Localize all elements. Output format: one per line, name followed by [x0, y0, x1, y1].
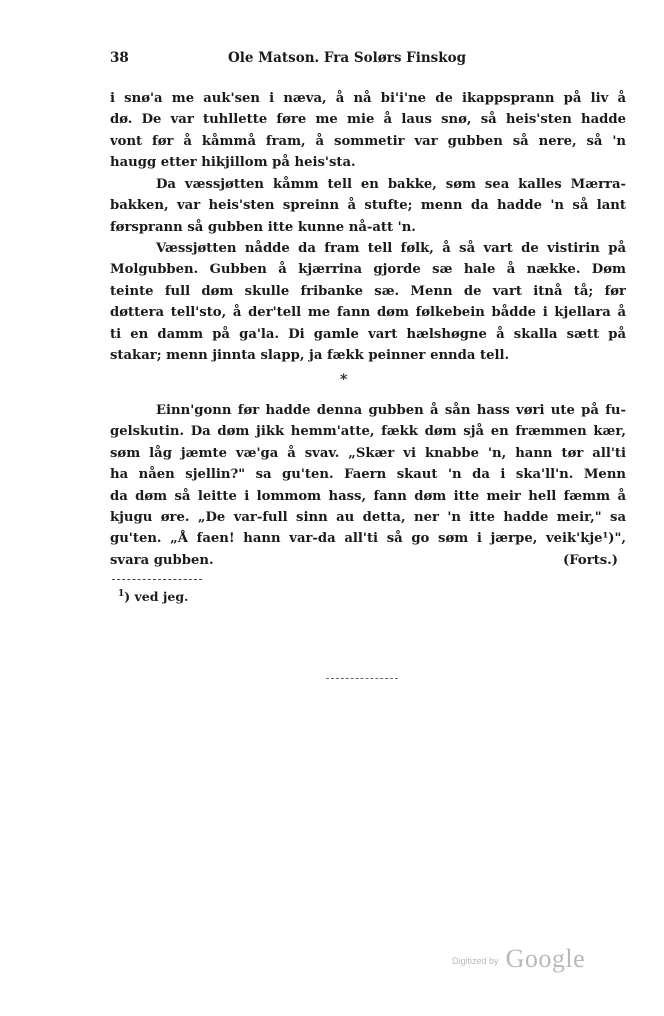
- footnote-text: ) ved jeg.: [124, 589, 189, 605]
- google-logo: Google: [505, 944, 586, 973]
- continued-mark: (Forts.): [563, 552, 618, 568]
- text-line: i snø'a me auk'sen i næva, å nå bi'i'ne de ikappsprann på liv å: [110, 91, 626, 106]
- text-line: teinte full døm skulle fribanke sæ. Menn de vart itnå tå; før: [110, 283, 626, 299]
- footnote-divider: [112, 579, 202, 580]
- paragraph-2: [110, 174, 626, 238]
- text-line: gu'ten. „Å faen! hann var-da all'ti så go søm i jærpe, veik'kje¹)",: [110, 531, 626, 547]
- digitized-watermark: [452, 944, 585, 974]
- page-header: [110, 50, 624, 70]
- paragraph-1: [110, 88, 626, 174]
- footnote-marker: 1: [118, 589, 125, 599]
- running-title: Ole Matson. Fra Solørs Finskog: [228, 50, 467, 66]
- text-line-final: [110, 550, 626, 571]
- text-line: bakken, var heis'sten spreinn å stufte; menn da hadde 'n så lant: [110, 198, 626, 214]
- text-line: Da væssjøtten kåmm tell en bakke, søm sea kalles Mærra-: [156, 177, 626, 192]
- text-line: svara gubben.: [110, 552, 214, 568]
- text-line: Væssjøtten nådde da fram tell følk, å så vart de vistirin på: [156, 241, 626, 256]
- end-divider: [326, 678, 398, 679]
- text-line: Molgubben. Gubben å kjærrina gjorde sæ hale å nække. Døm: [110, 262, 626, 278]
- text-line: stakar; menn jinnta slapp, ja fækk peinner ennda tell.: [110, 348, 510, 364]
- paragraph-3: [110, 238, 626, 366]
- section-separator: *: [340, 372, 348, 388]
- page-number: 38: [110, 50, 129, 66]
- text-line: Einn'gonn før hadde denna gubben å sån hass vøri ute på fu-: [156, 403, 626, 418]
- text-line: døttera tell'sto, å der'tell me fann døm følkebein bådde i kjellara å: [110, 305, 626, 321]
- watermark-prefix: Digitized by: [452, 956, 499, 966]
- text-line: ti en damm på ga'la. Di gamle vart hælshøgne å skalla sætt på: [110, 326, 626, 342]
- text-line: da døm så leitte i lommom hass, fann døm itte meir hell fæmm å: [110, 488, 626, 504]
- text-line: vont før å kåmmå fram, å sommetir var gubben så nere, så 'n: [110, 133, 626, 149]
- paragraph-4: [110, 400, 626, 571]
- text-line: førsprann så gubben itte kunne nå-att 'n.: [110, 219, 416, 235]
- text-line: dø. De var tuhllette føre me mie å laus snø, så heis'sten hadde: [110, 112, 626, 128]
- text-line: haugg etter hikjillom på heis'sta.: [110, 155, 356, 171]
- text-line: ha nåen sjellin?" sa gu'ten. Faern skaut 'n da i ska'll'n. Menn: [110, 467, 626, 483]
- text-line: søm låg jæmte væ'ga å svav. „Skær vi knabbe 'n, hann tør all'ti: [110, 445, 626, 461]
- text-line: kjugu øre. „De var-full sinn au detta, ner 'n itte hadde meir," sa: [110, 510, 626, 526]
- footnote: [118, 589, 188, 604]
- text-line: gelskutin. Da døm jikk hemm'atte, fækk døm sjå en fræmmen kær,: [110, 424, 626, 440]
